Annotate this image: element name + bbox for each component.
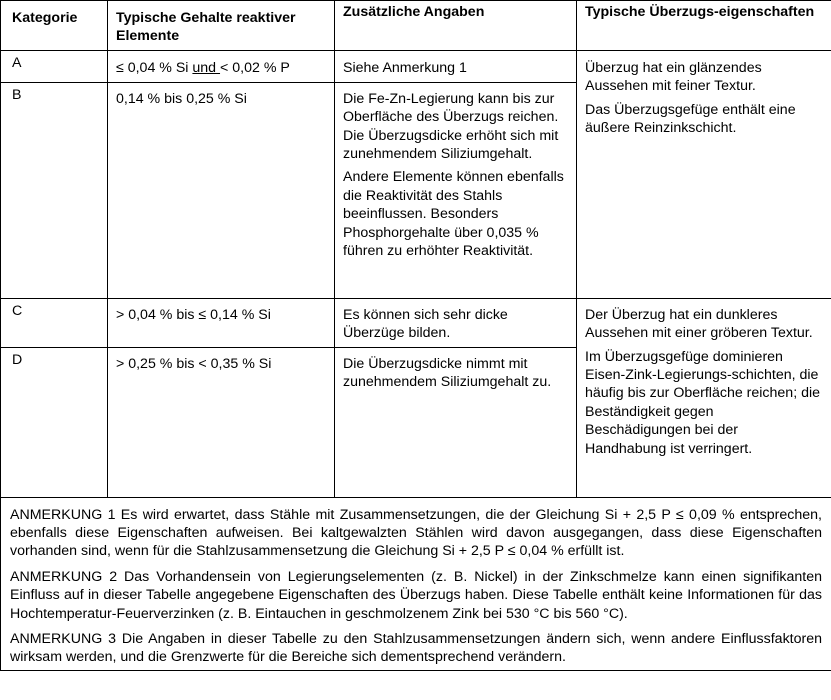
header-angaben: Zusätzliche Angaben xyxy=(335,1,577,51)
note-2: ANMERKUNG 2 Das Vorhandensein von Legierungselementen (z. B. Nickel) in der Zinkschmelze kann einen signifikanten Einfluss auf in dieser Tabelle angegebene Eigenschaften des Überzugs haben. Diese Tabelle enthält keine Informationen für das Hochtemperatur-Feuerverzinken (z. B. Eintauchen in geschmolzenem Zink bei 530 °C bis 560 °C). xyxy=(10,568,822,622)
kategorie-b: B xyxy=(1,82,108,298)
table-notes-row xyxy=(1,497,831,670)
header-eigenschaften: Typische Überzugs-eigenschaften xyxy=(577,1,831,51)
kategorie-a: A xyxy=(1,50,108,82)
note-1: ANMERKUNG 1 Es wird erwartet, dass Stähle mit Zusammensetzungen, die der Gleichung Si + 2,5 P ≤ 0,09 % entsprechen, ebenfalls diese Eigenschaften aufweisen. Bei kaltgewalzten Stählen wird davon ausgegangen, dass diese Eigenschaften vorhanden sind, wenn für die Stahlzusammensetzung die Gleichung Si + 2,5 P ≤ 0,04 % erfüllt ist. xyxy=(10,506,822,560)
note-3: ANMERKUNG 3 Die Angaben in dieser Tabelle zu den Stahlzusammensetzungen ändern sich, wenn andere Einflussfaktoren wirksam werden, und die Grenzwerte für die Bereiche sich dementsprechend verändern. xyxy=(10,631,822,666)
eigenschaften-ab-p2: Das Überzugsgefüge enthält eine äußere Reinzinkschicht. xyxy=(585,101,796,137)
gehalte-b: 0,14 % bis 0,25 % Si xyxy=(108,82,335,298)
kategorie-d: D xyxy=(1,347,108,497)
eigenschaften-ab xyxy=(577,50,831,298)
header-gehalte: Typische Gehalte reaktiver Elemente xyxy=(108,1,335,51)
table-header-row xyxy=(1,1,831,51)
angaben-d: Die Überzugsdicke nimmt mit zunehmendem Siliziumgehalt zu. xyxy=(335,347,577,497)
angaben-b-p2: Andere Elemente können ebenfalls die Reaktivität des Stahls beeinflussen. Besonders Phosphorgehalte über 0,035 % führen zu erhöhter Reaktivität. xyxy=(343,169,564,260)
gehalte-a-part2: < 0,02 % P xyxy=(220,59,290,76)
kategorie-c: C xyxy=(1,298,108,347)
angaben-a: Siehe Anmerkung 1 xyxy=(335,50,577,82)
eigenschaften-cd-p2: Im Überzugsgefüge dominieren Eisen-Zink-Legierungs-schichten, die häufig bis zur Oberfläche reichen; die Beständigkeit gegen Beschädigungen bei der Handhabung ist verringert. xyxy=(585,348,821,457)
eigenschaften-cd-p1: Der Überzug hat ein dunkleres Aussehen mit einer gröberen Textur. xyxy=(585,306,813,342)
table-row-a xyxy=(1,50,831,82)
gehalte-a xyxy=(108,50,335,82)
eigenschaften-cd xyxy=(577,298,831,497)
gehalte-a-part1: ≤ 0,04 % Si xyxy=(116,59,193,76)
header-kategorie: Kategorie xyxy=(1,1,108,51)
table-row-c xyxy=(1,298,831,347)
angaben-c: Es können sich sehr dicke Überzüge bilden. xyxy=(335,298,577,347)
gehalte-d: > 0,25 % bis < 0,35 % Si xyxy=(108,347,335,497)
gehalte-a-und: und xyxy=(192,59,221,76)
angaben-b xyxy=(335,82,577,298)
eigenschaften-ab-p1: Überzug hat ein glänzendes Aussehen mit feiner Textur. xyxy=(585,59,762,95)
angaben-b-p1: Die Fe-Zn-Legierung kann bis zur Oberfläche des Überzugs reichen. Die Überzugsdicke erhöht sich mit zunehmendem Siliziumgehalt. xyxy=(343,90,559,163)
notes-cell xyxy=(1,497,831,670)
gehalte-c: > 0,04 % bis ≤ 0,14 % Si xyxy=(108,298,335,347)
